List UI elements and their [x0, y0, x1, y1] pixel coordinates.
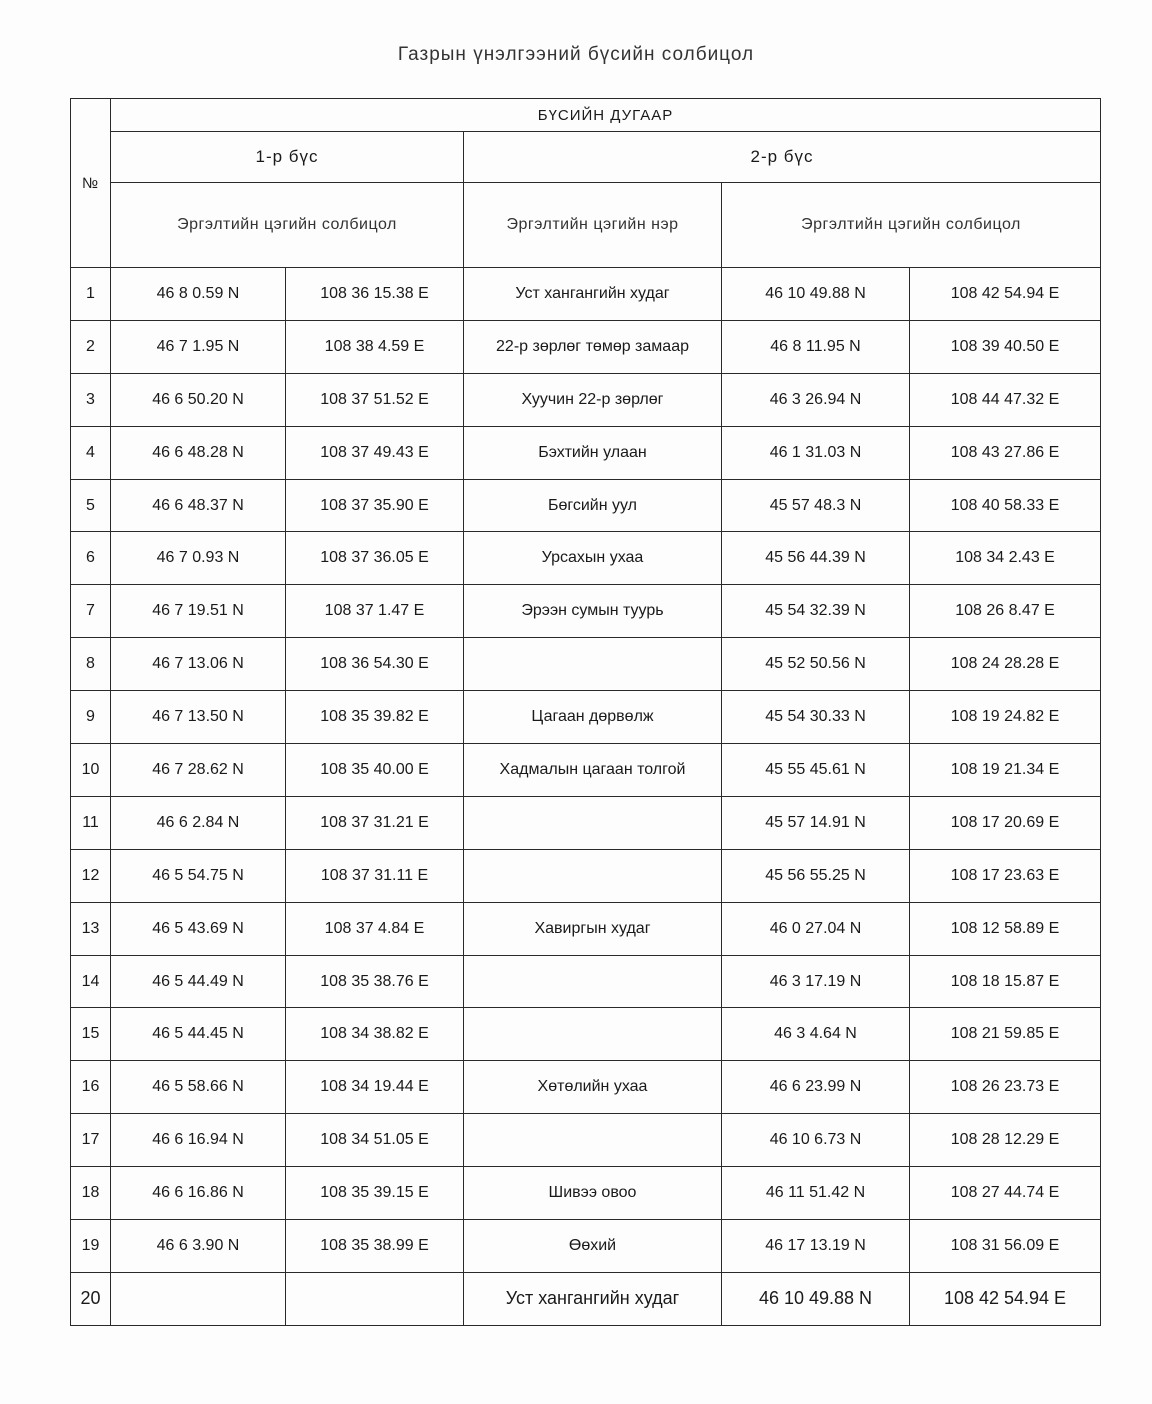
zone-2-point-name [464, 1114, 722, 1167]
zone-2-latitude: 46 3 4.64 N [722, 1008, 910, 1061]
zone-2-longitude: 108 17 23.63 E [910, 849, 1101, 902]
zone-1-longitude: 108 37 36.05 E [286, 532, 464, 585]
zone-2-point-name: Цагаан дөрвөлж [464, 691, 722, 744]
table-row [71, 691, 1101, 744]
zone-2-longitude: 108 26 23.73 E [910, 1061, 1101, 1114]
row-number: 19 [71, 1220, 111, 1273]
zone-1-longitude: 108 37 49.43 E [286, 426, 464, 479]
zone-2-latitude: 45 54 32.39 N [722, 585, 910, 638]
zone-2-point-name: 22-р зөрлөг төмөр замаар [464, 320, 722, 373]
zone-2-point-name-header: Эргэлтийн цэгийн нэр [464, 183, 722, 268]
zone-2-latitude: 45 56 55.25 N [722, 849, 910, 902]
zone-2-point-name: Шивээ овоо [464, 1167, 722, 1220]
zone-2-longitude: 108 40 58.33 E [910, 479, 1101, 532]
row-number: 1 [71, 268, 111, 321]
table-row [71, 1272, 1101, 1325]
zone-1-longitude: 108 37 31.11 E [286, 849, 464, 902]
zone-1-latitude: 46 6 48.28 N [111, 426, 286, 479]
table-row [71, 849, 1101, 902]
table-row [71, 796, 1101, 849]
zone-2-latitude: 45 57 14.91 N [722, 796, 910, 849]
zone-1-longitude: 108 36 15.38 E [286, 268, 464, 321]
zone-2-longitude: 108 31 56.09 E [910, 1220, 1101, 1273]
zone-1-latitude: 46 6 3.90 N [111, 1220, 286, 1273]
zone-1-header: 1-р бүс [111, 132, 464, 183]
zone-2-point-name: Хадмалын цагаан толгой [464, 744, 722, 797]
zone-2-longitude: 108 42 54.94 E [910, 268, 1101, 321]
row-number: 20 [71, 1272, 111, 1325]
zone-1-longitude: 108 34 38.82 E [286, 1008, 464, 1061]
table-row [71, 585, 1101, 638]
zone-1-longitude: 108 37 1.47 E [286, 585, 464, 638]
zone-1-longitude: 108 35 38.76 E [286, 955, 464, 1008]
row-number: 5 [71, 479, 111, 532]
row-number: 2 [71, 320, 111, 373]
row-number: 3 [71, 373, 111, 426]
zone-1-longitude: 108 34 19.44 E [286, 1061, 464, 1114]
row-number: 12 [71, 849, 111, 902]
zone-2-longitude: 108 24 28.28 E [910, 638, 1101, 691]
row-number: 8 [71, 638, 111, 691]
zone-2-latitude: 45 54 30.33 N [722, 691, 910, 744]
zone-1-latitude: 46 8 0.59 N [111, 268, 286, 321]
table-row [71, 955, 1101, 1008]
zone-2-latitude: 45 52 50.56 N [722, 638, 910, 691]
zone-1-latitude: 46 7 1.95 N [111, 320, 286, 373]
table-row [71, 1008, 1101, 1061]
zone-1-latitude: 46 7 19.51 N [111, 585, 286, 638]
zone-2-point-name: Бөгсийн уул [464, 479, 722, 532]
zone-2-longitude: 108 27 44.74 E [910, 1167, 1101, 1220]
zone-2-coordinates-header: Эргэлтийн цэгийн солбицол [722, 183, 1101, 268]
zone-2-point-name: Уст хангангийн худаг [464, 268, 722, 321]
table-row [71, 1114, 1101, 1167]
row-number: 18 [71, 1167, 111, 1220]
table-row [71, 744, 1101, 797]
table-row [71, 268, 1101, 321]
row-number: 17 [71, 1114, 111, 1167]
zone-1-latitude: 46 6 2.84 N [111, 796, 286, 849]
zone-1-latitude: 46 5 54.75 N [111, 849, 286, 902]
zone-1-longitude: 108 34 51.05 E [286, 1114, 464, 1167]
zone-2-latitude: 46 3 17.19 N [722, 955, 910, 1008]
zone-2-point-name: Хуучин 22-р зөрлөг [464, 373, 722, 426]
zone-2-longitude: 108 39 40.50 E [910, 320, 1101, 373]
zone-2-longitude: 108 17 20.69 E [910, 796, 1101, 849]
zone-2-point-name [464, 1008, 722, 1061]
zone-1-longitude: 108 35 39.82 E [286, 691, 464, 744]
table-row [71, 1061, 1101, 1114]
table-row [71, 1220, 1101, 1273]
zone-1-latitude: 46 7 28.62 N [111, 744, 286, 797]
table-row [71, 902, 1101, 955]
zone-2-point-name: Урсахын ухаа [464, 532, 722, 585]
zone-1-latitude: 46 5 44.49 N [111, 955, 286, 1008]
zone-2-longitude: 108 12 58.89 E [910, 902, 1101, 955]
zone-2-point-name: Уст хангангийн худаг [464, 1272, 722, 1325]
zone-2-latitude: 46 6 23.99 N [722, 1061, 910, 1114]
zone-1-latitude [111, 1272, 286, 1325]
zone-1-longitude: 108 36 54.30 E [286, 638, 464, 691]
row-number: 10 [71, 744, 111, 797]
table-row [71, 426, 1101, 479]
row-number: 14 [71, 955, 111, 1008]
zone-2-latitude: 46 10 6.73 N [722, 1114, 910, 1167]
zone-2-point-name: Хавиргын худаг [464, 902, 722, 955]
table-row [71, 638, 1101, 691]
zone-2-point-name: Хөтөлийн ухаа [464, 1061, 722, 1114]
zone-2-latitude: 45 55 45.61 N [722, 744, 910, 797]
zone-2-header: 2-р бүс [464, 132, 1101, 183]
zone-1-latitude: 46 7 13.50 N [111, 691, 286, 744]
row-number: 4 [71, 426, 111, 479]
zone-2-latitude: 45 57 48.3 N [722, 479, 910, 532]
zone-2-point-name [464, 638, 722, 691]
zone-2-point-name [464, 955, 722, 1008]
zone-2-longitude: 108 21 59.85 E [910, 1008, 1101, 1061]
zone-1-longitude [286, 1272, 464, 1325]
zone-2-latitude: 46 1 31.03 N [722, 426, 910, 479]
zone-1-longitude: 108 37 35.90 E [286, 479, 464, 532]
zone-1-latitude: 46 7 0.93 N [111, 532, 286, 585]
zone-1-longitude: 108 37 51.52 E [286, 373, 464, 426]
row-number: 7 [71, 585, 111, 638]
zone-2-longitude: 108 19 24.82 E [910, 691, 1101, 744]
zone-2-point-name: Өөхий [464, 1220, 722, 1273]
row-number: 9 [71, 691, 111, 744]
table-row [71, 479, 1101, 532]
zone-1-longitude: 108 37 31.21 E [286, 796, 464, 849]
row-number: 11 [71, 796, 111, 849]
zone-1-latitude: 46 6 16.94 N [111, 1114, 286, 1167]
zone-2-latitude: 46 8 11.95 N [722, 320, 910, 373]
zone-2-longitude: 108 26 8.47 E [910, 585, 1101, 638]
zone-1-latitude: 46 6 50.20 N [111, 373, 286, 426]
zone-2-point-name: Бэхтийн улаан [464, 426, 722, 479]
row-number: 15 [71, 1008, 111, 1061]
row-number: 16 [71, 1061, 111, 1114]
zone-2-longitude: 108 34 2.43 E [910, 532, 1101, 585]
zone-2-latitude: 46 17 13.19 N [722, 1220, 910, 1273]
zone-2-latitude: 46 3 26.94 N [722, 373, 910, 426]
zone-2-point-name [464, 796, 722, 849]
zone-1-latitude: 46 6 48.37 N [111, 479, 286, 532]
zone-2-latitude: 46 11 51.42 N [722, 1167, 910, 1220]
table-row [71, 373, 1101, 426]
zone-2-longitude: 108 43 27.86 E [910, 426, 1101, 479]
page-title: Газрын үнэлгээний бүсийн солбицол [397, 44, 755, 65]
row-number: 6 [71, 532, 111, 585]
table-row [71, 532, 1101, 585]
zone-2-latitude: 46 10 49.88 N [722, 268, 910, 321]
zone-1-latitude: 46 5 43.69 N [111, 902, 286, 955]
zone-2-longitude: 108 28 12.29 E [910, 1114, 1101, 1167]
table-row [71, 1167, 1101, 1220]
zone-number-header: БҮСИЙН ДУГААР [111, 99, 1101, 132]
zone-2-longitude: 108 18 15.87 E [910, 955, 1101, 1008]
zone-1-longitude: 108 37 4.84 E [286, 902, 464, 955]
zone-2-longitude: 108 44 47.32 E [910, 373, 1101, 426]
zone-1-coordinates-header: Эргэлтийн цэгийн солбицол [111, 183, 464, 268]
zone-2-point-name [464, 849, 722, 902]
zone-1-latitude: 46 6 16.86 N [111, 1167, 286, 1220]
zone-2-point-name: Эрээн сумын туурь [464, 585, 722, 638]
coordinates-table [70, 98, 1101, 1326]
zone-1-longitude: 108 35 40.00 E [286, 744, 464, 797]
number-column-header: № [71, 99, 111, 268]
zone-2-longitude: 108 42 54.94 E [910, 1272, 1101, 1325]
row-number: 13 [71, 902, 111, 955]
zone-1-longitude: 108 38 4.59 E [286, 320, 464, 373]
zone-2-latitude: 46 10 49.88 N [722, 1272, 910, 1325]
zone-1-longitude: 108 35 38.99 E [286, 1220, 464, 1273]
zone-1-latitude: 46 5 44.45 N [111, 1008, 286, 1061]
zone-1-longitude: 108 35 39.15 E [286, 1167, 464, 1220]
zone-2-latitude: 46 0 27.04 N [722, 902, 910, 955]
zone-1-latitude: 46 5 58.66 N [111, 1061, 286, 1114]
zone-2-longitude: 108 19 21.34 E [910, 744, 1101, 797]
zone-2-latitude: 45 56 44.39 N [722, 532, 910, 585]
zone-1-latitude: 46 7 13.06 N [111, 638, 286, 691]
table-row [71, 320, 1101, 373]
